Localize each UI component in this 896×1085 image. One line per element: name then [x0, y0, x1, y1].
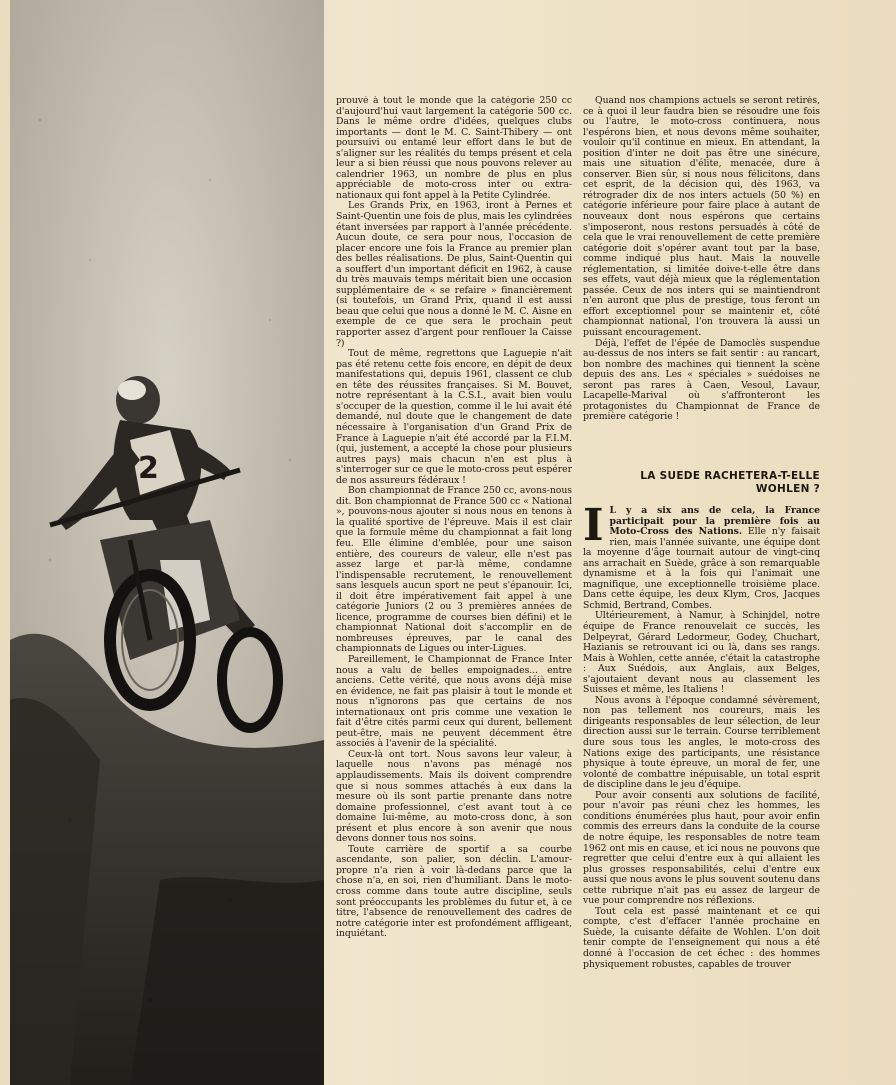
article-column-2: [583, 96, 820, 446]
paragraph: Toute carrière de sportif a sa courbe ascendante, son palier, son déclin. L'amour-propre n'a rien à voir là-dedans parce que la chose n'a, en soi, rien d'humiliant. Dans le moto-cross comme dans toute autre discipline, seuls sont préoccupants les problèmes du futur et, à ce titre, l'absence de renouvellement des cadres de notre catégorie inter est profondément affligeant, inquiétant.: [336, 843, 572, 940]
article-column-1: [336, 96, 572, 1076]
paragraph: Nous avons à l'époque condamné sévèrement, non pas tellement nos coureurs, mais les dirigeants responsables de leur sélection, de leur direction aussi sur le terrain. Course terriblement dure sous tous les angles, le moto-cross des Nations exige des participants, une résistance physique à toute épreuve, un moral de fer, une volonté de combattre inépuisable, un total esprit de discipline dans le jeu d'équipe.: [583, 694, 820, 791]
motocross-rider-photo-icon: [10, 0, 324, 1085]
paragraph: prouvé à tout le monde que la catégorie 250 cc d'aujourd'hui vaut largement la catégorie 500 cc. Dans le même ordre d'idées, quelques clubs importants — dont le M. C. Saint-Thibery — ont poursuivi ou entamé leur effort dans le but de s'aligner sur les réalités du temps présent et cela leur a si bien réussi que nous pouvons relever au calendrier 1963, un nombre de plus en plus appréciable de moto-cross inter ou extra-nationaux qui font appel à la Petite Cylindrée.: [336, 96, 572, 201]
paragraph: Quand nos champions actuels se seront retirés, ce à quoi il leur faudra bien se résoudre une fois ou l'autre, le moto-cross continuera, nous l'espérons bien, et nous devons même souhaiter, vouloir qu'il continue en mieux. En attendant, la position d'inter ne doit pas être une sinécure, mais une situation d'élite, menacée, dure à conserver. Bien sûr, si nous nous félicitons, dans cet esprit, de la décision qui, dès 1963, va rétrograder dix de nos inters actuels (50 %) en catégorie inférieure pour faire place à autant de nouveaux dont nous espérons que certains s'imposeront, nous restons persuadés à côté de cela que le vrai renouvellement de cette première catégorie doit s'opérer avant tout par la base, comme indiqué plus haut. Mais la nouvelle réglementation, si limitée doive-t-elle être dans ses effets, vaut déjà mieux que la réglementation passée. Ceux de nos inters qui se maintiendront n'en auront que plus de prestige, tous feront un effort exceptionnel pour se maintenir et, côté championnat national, l'on trouvera là aussi un puissant encouragement.: [583, 96, 820, 339]
paragraph: Bon championnat de France 250 cc, avons-nous dit. Bon championnat de France 500 cc « National », pouvons-nous ajouter si nous nous en tenons à la qualité sportive de l'épreuve. Mais il est clair que la formule même du championnat a fait long feu. Elle élimine d'emblée, pour une saison entière, des coureurs de valeur, elle n'est pas assez large et par-là même, condamne l'indispensable recrutement, le renouvellement sans lesquels aucun sport ne peut s'épanouir. Ici, il doit être impérativement fait appel à une catégorie Juniors (2 ou 3 premières années de licence, programme de courses bien défini) et le championnat National doit s'accomplir en de nombreuses épreuves, par le canal des championnats de Ligues ou inter-Ligues.: [336, 485, 572, 655]
headline-line-2: WOHLEN ?: [755, 483, 820, 495]
lead-paragraph: [583, 506, 820, 611]
paragraph: Ultérieurement, à Namur, à Schinjdel, notre équipe de France renouvelait ce succès, les Delpeyrat, Gérard Ledormeur, Godey, Chuchart, Hazianis se retrouvant ici ou là, dans ses rangs. Mais à Wohlen, cette année, c'était la catastrophe : Aux Suédois, aux Anglais, aux Belges, s'ajoutaient devant nous au classement les Suisses et même, les Italiens !: [583, 610, 820, 696]
paragraph: Déjà, l'effet de l'épée de Damoclès suspendue au-dessus de nos inters se fait sentir : au rancart, bon nombre des machines qui tiennent la scène depuis des ans. Les « spéciales » suédoises ne seront pas rares à Caen, Vesoul, Lavaur, Lacapelle-Marival où s'affronteront les protagonistes du Championnat de France de première catégorie !: [583, 337, 820, 423]
article-column-3: [583, 506, 820, 1076]
lead-text: L y a six ans de cela, la France participait pour la première fois au Moto-Cross des Nations.: [609, 506, 820, 538]
paragraph: Pareillement, le Championnat de France Inter nous a valu de belles empoignades... entre anciens. Cette vérité, que nous avons déjà mise en évidence, ne fait pas plaisir à tout le monde et nous n'ignorons pas que certains de nos internationaux ont pris comme une vexation le fait d'être cités parmi ceux qui durent, bellement peut-être, mais ne peuvent décemment être associés à l'avenir de la spécialité.: [336, 653, 572, 750]
paragraph: Les Grands Prix, en 1963, iront à Pernes et Saint-Quentin une fois de plus, mais les cylindrées étant inversées par rapport à l'année précédente. Aucun doute, ce sera pour nous, l'occasion de placer encore une fois la France au premier plan des belles réalisations. De plus, Saint-Quentin qui a souffert d'un important déficit en 1962, à cause du très mauvais temps méritait bien une occasion supplémentaire de « se refaire » financièrement (si toutefois, un Grand Prix, quand il est aussi beau que celui que nous a donné le M. C. Aisne en exemple de ce que sera le prochain peut rapporter assez d'argent pour renflouer la Caisse ?): [336, 200, 572, 349]
paragraph: Tout cela est passé maintenant et ce qui compte, c'est d'effacer l'année prochaine en Suède, la cuisante défaite de Wohlen. L'on doit tenir compte de l'enseignement qui nous a été donné à l'occasion de cet échec : des hommes physiquement robustes, capables de trouver: [583, 905, 820, 970]
paragraph: Pour avoir consenti aux solutions de facilité, pour n'avoir pas réuni chez les hommes, les conditions énumérées plus haut, pour avoir enfin commis des erreurs dans la conduite de la course de notre équipe, les responsables de notre team 1962 ont mis en cause, et ici nous ne pouvons que regretter que celui d'entre eux à qui allaient les plus grosses responsabilités, celui d'entre eux aussi que nous avons le plus souvent soutenu dans cette rubrique n'ait pas eu assez de largeur de vue pour comprendre nos réflexions.: [583, 789, 820, 907]
lead-rest: Elle n'y faisait rien, mais l'année suivante, une équipe dont la moyenne d'âge tournait autour de vingt-cinq ans arrachait en Suède, grâce à son remarquable dynamisme et à la fois qui l'animait une magnifique, une exceptionnelle troisième place. Dans cette équipe, les deux Klym, Cros, Jacques Schmid, Bertrand, Combes.: [583, 526, 820, 611]
motocross-photo: [10, 0, 324, 1085]
paragraph: Tout de même, regrettons que Laguepie n'ait pas été retenu cette fois encore, en dépit de deux manifestations qui, depuis 1961, classent ce club en tête des réussites françaises. Si M. Bouvet, notre représentant à la C.S.I., avait bien voulu s'occuper de la question, comme il le lui avait été demandé, nul doute que le changement de date nécessaire à l'organisation d'un Grand Prix de France à Laguepie n'ait été accordé par la F.I.M. (qui, justement, a accepté la chose pour plusieurs autres pays) mais chacun n'en est plus à s'interroger sur ce que le moto-cross peut espérer de nos assureurs fédéraux !: [336, 348, 572, 486]
headline-line-1: LA SUEDE RACHETERA-T-ELLE: [640, 470, 820, 482]
bib-number: 2: [138, 451, 159, 486]
paragraph: Ceux-là ont tort. Nous savons leur valeur, à laquelle nous n'avons pas ménagé nos applaudissements. Mais ils doivent comprendre que si nous sommes attachés à eux dans la mesure où ils sont partie prenante dans notre domaine professionnel, c'est avant tout à ce domaine lui-même, au moto-cross donc, à son présent et plus encore à son avenir que nous devons donner tous nos soins.: [336, 748, 572, 845]
section-headline: [583, 470, 820, 496]
drop-cap: I: [583, 506, 604, 551]
